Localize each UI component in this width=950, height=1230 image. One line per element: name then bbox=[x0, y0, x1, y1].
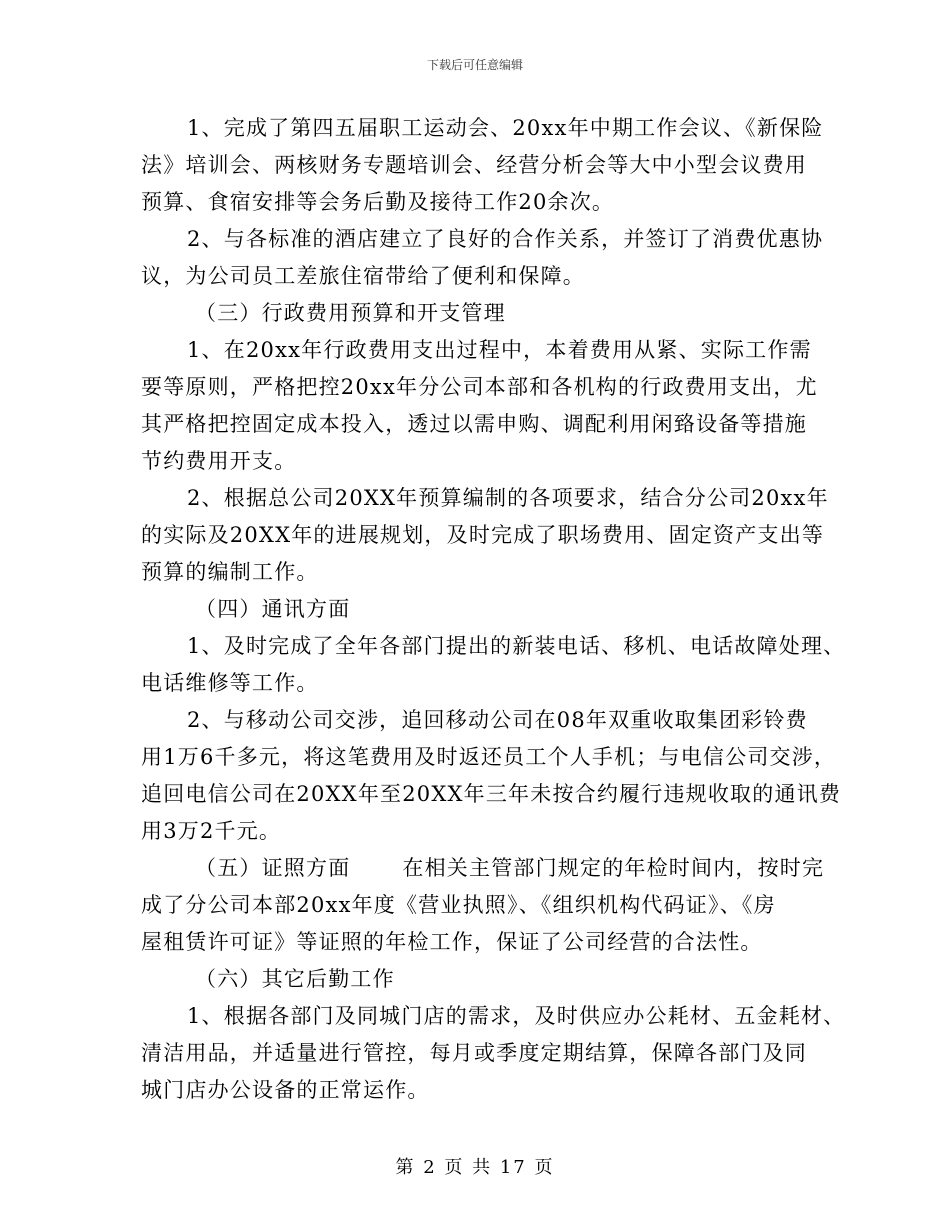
text-line: 要等原则，严格把控20xx年分公司本部和各机构的行政费用支出，尤 bbox=[141, 375, 818, 399]
section-heading: （四）通讯方面 bbox=[195, 597, 351, 621]
section-heading: （六）其它后勤工作 bbox=[195, 967, 395, 991]
text-line: 清洁用品，并适量进行管控，每月或季度定期结算，保障各部门及同 bbox=[141, 1041, 807, 1065]
text-line: 的实际及20XX年的进展规划，及时完成了职场费用、固定资产支出等 bbox=[141, 523, 825, 547]
text-line: 1、完成了第四五届职工运动会、20xx年中期工作会议、《新保险 bbox=[187, 116, 824, 140]
section-heading: （三）行政费用预算和开支管理 bbox=[195, 301, 506, 325]
text-line: 节约费用开支。 bbox=[141, 449, 297, 473]
page-number-footer: 第 2 页 共 17 页 bbox=[395, 1157, 555, 1178]
text-line: 1、在20xx年行政费用支出过程中，本着费用从紧、实际工作需 bbox=[187, 338, 812, 362]
text-line: 法》培训会、两核财务专题培训会、经营分析会等大中小型会议费用 bbox=[141, 153, 807, 177]
section-heading: （五）证照方面 bbox=[195, 856, 351, 880]
text-line: 城门店办公设备的正常运作。 bbox=[141, 1078, 430, 1102]
text-line: 成了分公司本部20xx年度《营业执照》、《组织机构代码证》、《房 bbox=[141, 893, 776, 917]
text-line: 议，为公司员工差旅住宿带给了便利和保障。 bbox=[141, 264, 585, 288]
text-line: 屋租赁许可证》等证照的年检工作，保证了公司经营的合法性。 bbox=[141, 930, 763, 954]
text-line: 预算的编制工作。 bbox=[141, 560, 319, 584]
text-line: 用1万6千多元，将这笔费用及时返还员工个人手机；与电信公司交涉， bbox=[141, 745, 837, 769]
text-line: 2、与移动公司交涉，追回移动公司在08年双重收取集团彩铃费 bbox=[187, 708, 808, 732]
text-line: 1、及时完成了全年各部门提出的新装电话、移机、电话故障处理、 bbox=[187, 634, 846, 658]
text-line: 其严格把控固定成本投入，透过以需申购、调配利用闲臵设备等措施 bbox=[141, 412, 807, 436]
text-line: 电话维修等工作。 bbox=[141, 671, 319, 695]
page-header-note: 下载后可任意编辑 bbox=[426, 58, 523, 72]
section-heading-with-text bbox=[195, 856, 824, 880]
text-line: 用3万2千元。 bbox=[141, 819, 282, 843]
text-line: 预算、食宿安排等会务后勤及接待工作20余次。 bbox=[141, 190, 615, 214]
text-line: 2、与各标准的酒店建立了良好的合作关系，并签订了消费优惠协 bbox=[187, 227, 824, 251]
text-run: 在相关主管部门规定的年检时间内，按时完 bbox=[402, 856, 825, 880]
text-line: 1、根据各部门及同城门店的需求，及时供应办公耗材、五金耗材、 bbox=[187, 1004, 846, 1028]
text-line: 2、根据总公司20XX年预算编制的各项要求，结合分公司20xx年 bbox=[187, 486, 829, 510]
text-line: 追回电信公司在20XX年至20XX年三年未按合约履行违规收取的通讯费 bbox=[141, 782, 842, 806]
